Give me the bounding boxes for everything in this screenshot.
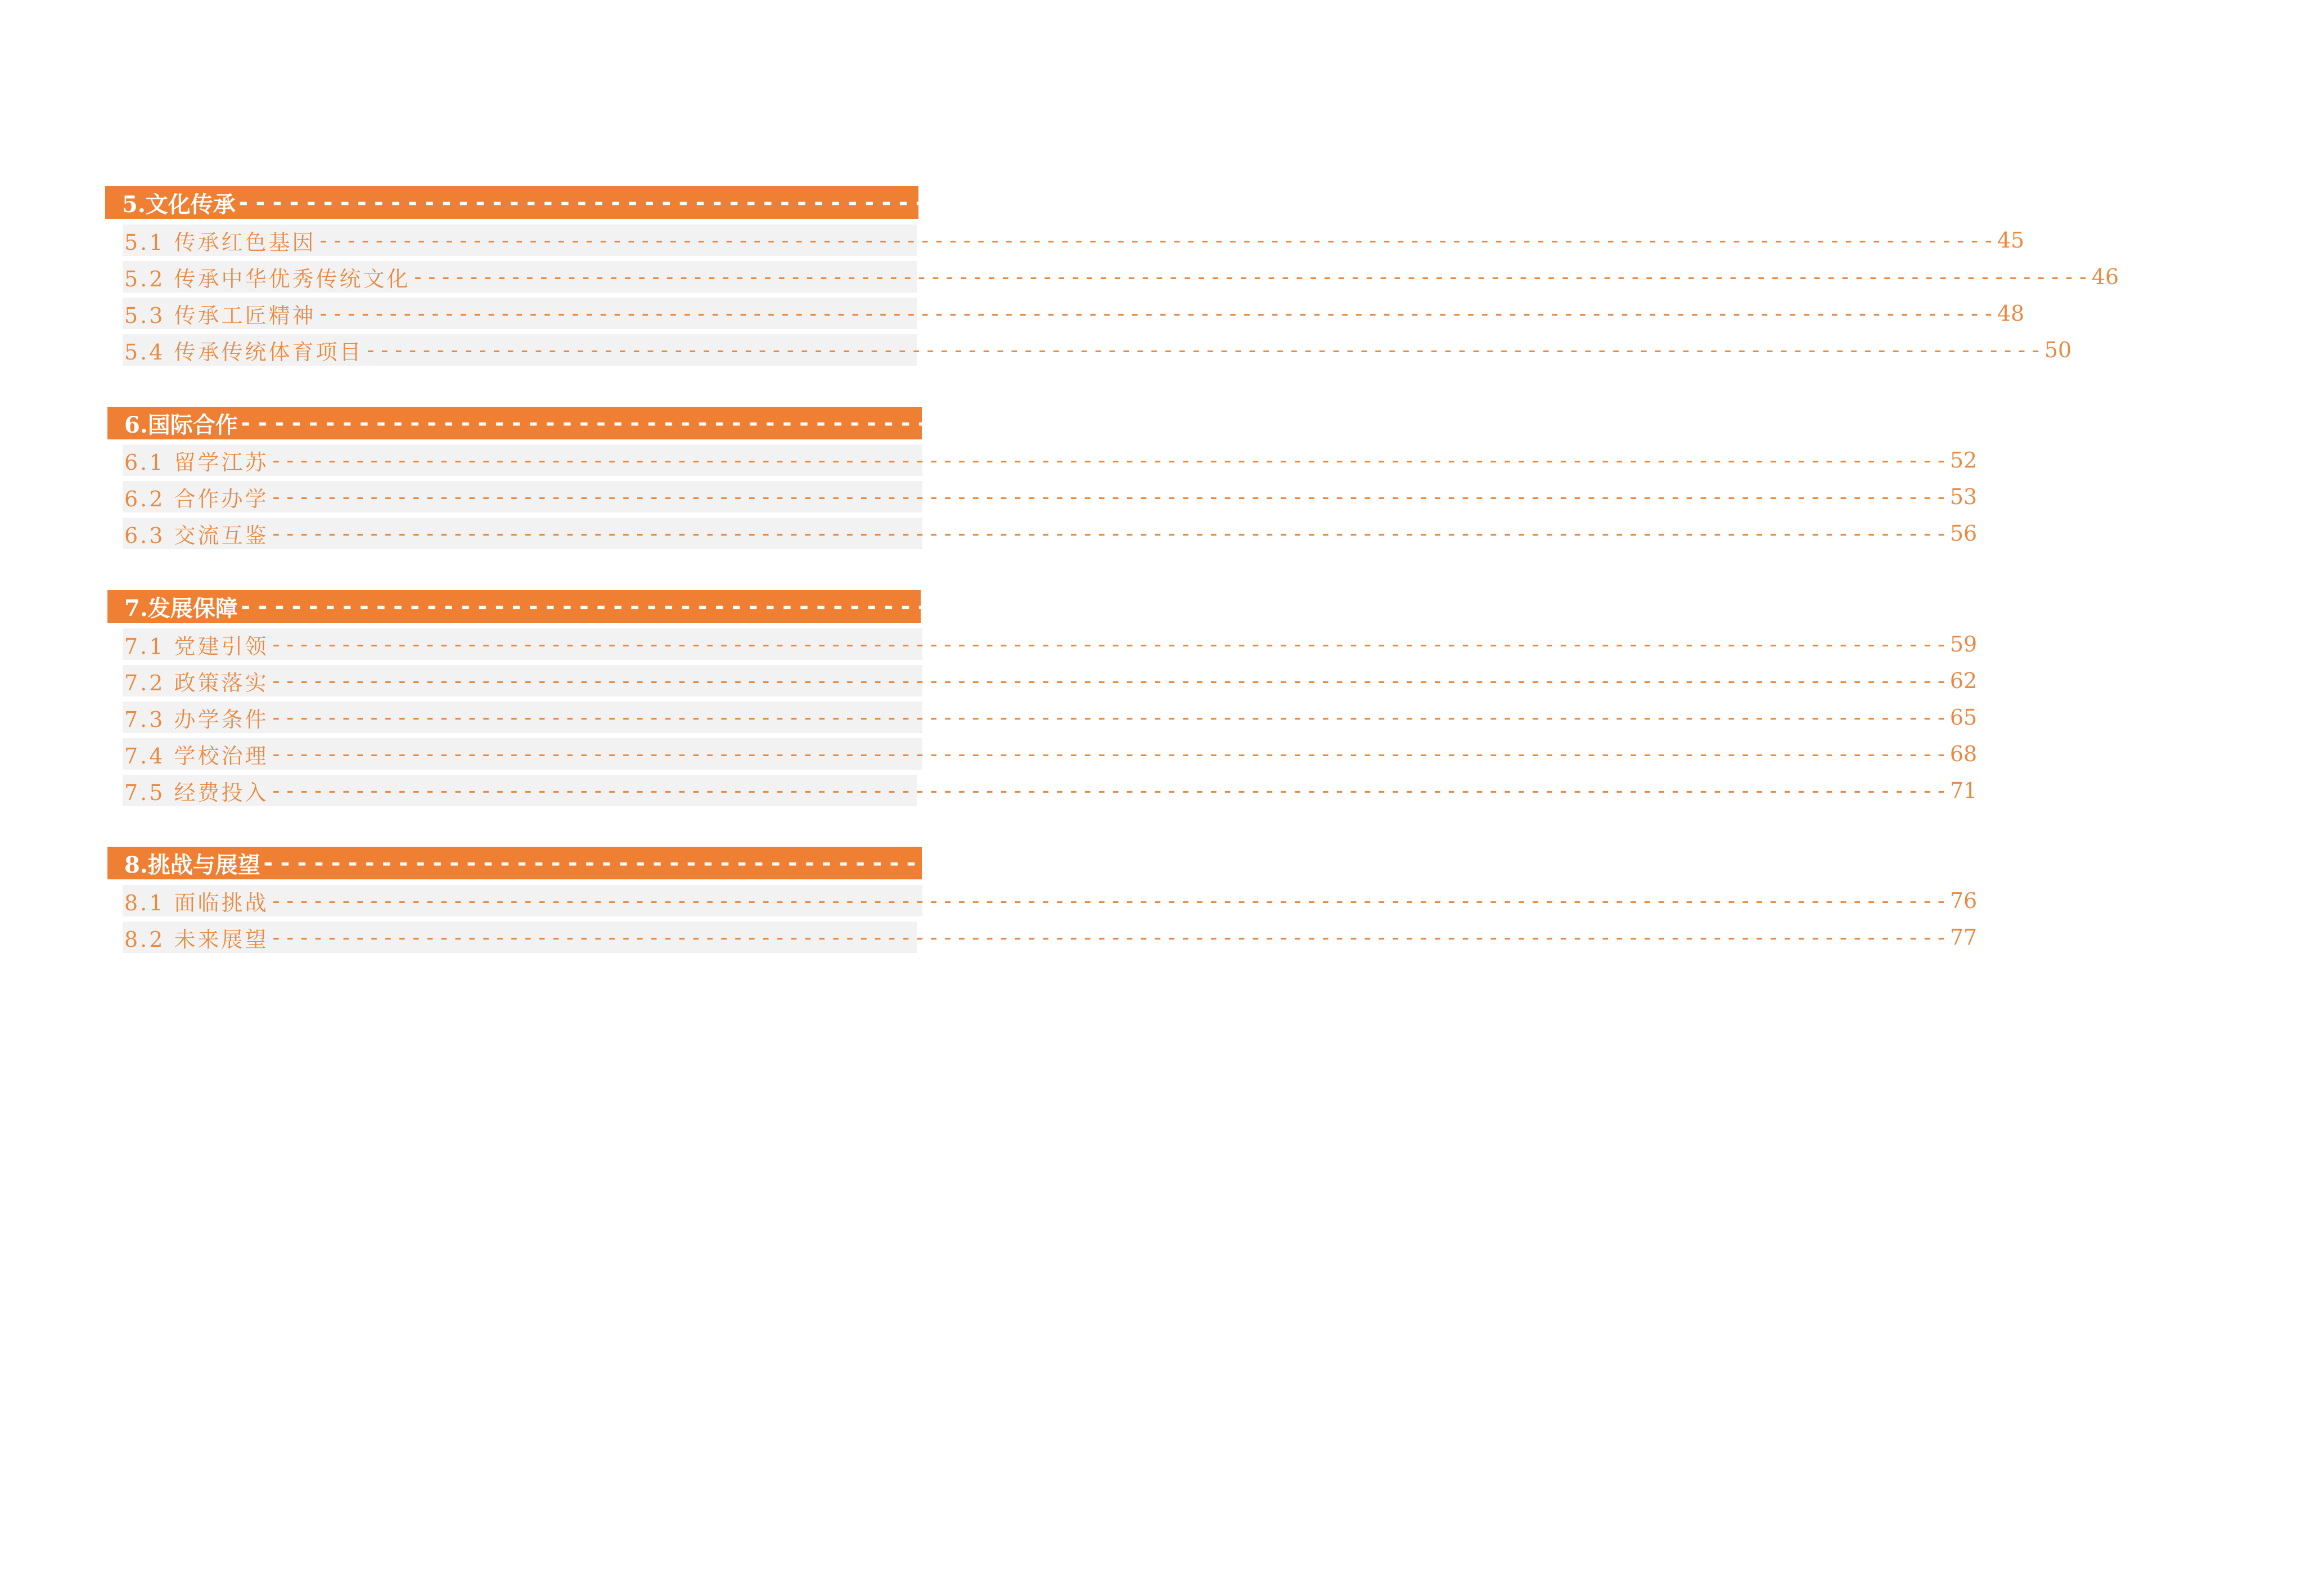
- toc-page-number: 52: [2270, 410, 2302, 437]
- toc-leader-dashes: ------------------------------------------------------------------------------------------------------------------------: [238, 410, 2269, 436]
- toc-entry-label: 7.2 政策落实: [124, 670, 269, 695]
- toc-page-number: 71: [1949, 778, 1978, 803]
- toc-entry[interactable]: [123, 775, 1978, 806]
- toc-leader-dashes: ------------------------------------------------------------------------------------------------------------------------: [364, 338, 2043, 362]
- toc-page-number: 59: [1949, 632, 1978, 657]
- toc-section-heading[interactable]: [107, 590, 2302, 623]
- toc-entry[interactable]: [123, 518, 1978, 549]
- toc-entry-label: 5.3 传承工匠精神: [124, 303, 316, 328]
- toc-entry[interactable]: [123, 261, 2119, 293]
- toc-page-number: 48: [1997, 301, 2025, 326]
- toc-section-heading[interactable]: [107, 407, 2302, 439]
- toc-page-number: 52: [1949, 448, 1978, 473]
- toc-page-number: 59: [2270, 593, 2302, 620]
- toc-section-heading[interactable]: [105, 186, 2300, 219]
- toc-leader-dashes: ------------------------------------------------------------------------------------------------------------------------: [411, 264, 2091, 289]
- toc-page-number: 56: [1949, 521, 1978, 546]
- toc-entry[interactable]: [123, 334, 2072, 366]
- toc-page-number: 50: [2044, 338, 2072, 362]
- toc-entry-label: 5.4 传承传统体育项目: [124, 339, 363, 365]
- toc-section-title: 6.国际合作: [124, 411, 238, 438]
- toc-entry-label: 8.1 面临挑战: [124, 890, 269, 915]
- toc-entry-label: 5.2 传承中华优秀传统文化: [124, 266, 411, 291]
- toc-entry-label: 7.1 党建引领: [124, 633, 269, 659]
- toc-entry[interactable]: [123, 665, 1978, 697]
- toc-leader-dashes: ------------------------------------------------------------------------------------------------------------------------: [269, 778, 1949, 803]
- toc-entry[interactable]: [123, 444, 1978, 476]
- toc-leader-dashes: ------------------------------------------------------------------------------------------------------------------------: [269, 448, 1949, 473]
- toc-entry-label: 5.1 传承红色基因: [124, 230, 316, 255]
- toc-page-number: 65: [1949, 705, 1978, 730]
- toc-section-heading[interactable]: [107, 847, 2324, 879]
- toc-entry-label: 7.3 办学条件: [124, 707, 269, 732]
- toc-page-number: 45: [1997, 228, 2025, 253]
- toc-leader-dashes: ------------------------------------------------------------------------------------------------------------------------: [269, 484, 1949, 509]
- toc-leader-dashes: ------------------------------------------------------------------------------------------------------------------------: [317, 228, 1996, 253]
- toc-leader-dashes: ------------------------------------------------------------------------------------------------------------------------: [269, 705, 1949, 730]
- toc-entry[interactable]: [123, 481, 1978, 513]
- toc-entry[interactable]: [123, 628, 1978, 660]
- toc-page-number: 62: [1949, 668, 1978, 693]
- toc-entry-label: 7.4 学校治理: [124, 743, 269, 769]
- toc-leader-dashes: ------------------------------------------------------------------------------------------------------------------------: [236, 190, 2267, 215]
- toc-entry-label: 6.2 合作办学: [124, 486, 269, 511]
- toc-leader-dashes: ------------------------------------------------------------------------------------------------------------------------: [238, 594, 2269, 619]
- toc-entry[interactable]: [123, 702, 1978, 733]
- toc-page-number: 76: [2293, 850, 2324, 877]
- toc-entry[interactable]: [123, 224, 2025, 256]
- toc-section-title: 8.挑战与展望: [124, 851, 260, 878]
- toc-entry[interactable]: [123, 885, 1978, 916]
- toc-entry-label: 8.2 未来展望: [124, 927, 269, 952]
- toc-entry-label: 7.5 经费投入: [124, 780, 269, 805]
- toc-section-title: 7.发展保障: [124, 595, 238, 622]
- toc-page-number: 77: [1949, 925, 1978, 950]
- toc-leader-dashes: ------------------------------------------------------------------------------------------------------------------------: [269, 632, 1949, 657]
- toc-page-number: 46: [2091, 264, 2119, 289]
- toc-leader-dashes: ------------------------------------------------------------------------------------------------------------------------: [269, 925, 1949, 950]
- toc-page-number: 76: [1949, 888, 1978, 913]
- toc-leader-dashes: ------------------------------------------------------------------------------------------------------------------------: [269, 742, 1949, 766]
- toc-leader-dashes: ------------------------------------------------------------------------------------------------------------------------: [317, 301, 1996, 326]
- toc-section-title: 5.文化传承: [122, 191, 236, 218]
- toc-page-number: 53: [1949, 484, 1978, 509]
- toc-leader-dashes: ------------------------------------------------------------------------------------------------------------------------: [261, 850, 2292, 876]
- toc-entry[interactable]: [123, 922, 1978, 953]
- toc-leader-dashes: ------------------------------------------------------------------------------------------------------------------------: [269, 668, 1949, 693]
- toc-entry[interactable]: [123, 738, 1978, 770]
- toc-entry-label: 6.3 交流互鉴: [124, 523, 269, 548]
- toc-entry[interactable]: [123, 298, 2025, 329]
- toc-page-number: 68: [1949, 742, 1978, 766]
- toc-entry-label: 6.1 留学江苏: [124, 450, 269, 475]
- toc-leader-dashes: ------------------------------------------------------------------------------------------------------------------------: [269, 521, 1949, 546]
- toc-page-number: 45: [2268, 189, 2300, 216]
- toc-leader-dashes: ------------------------------------------------------------------------------------------------------------------------: [269, 888, 1949, 913]
